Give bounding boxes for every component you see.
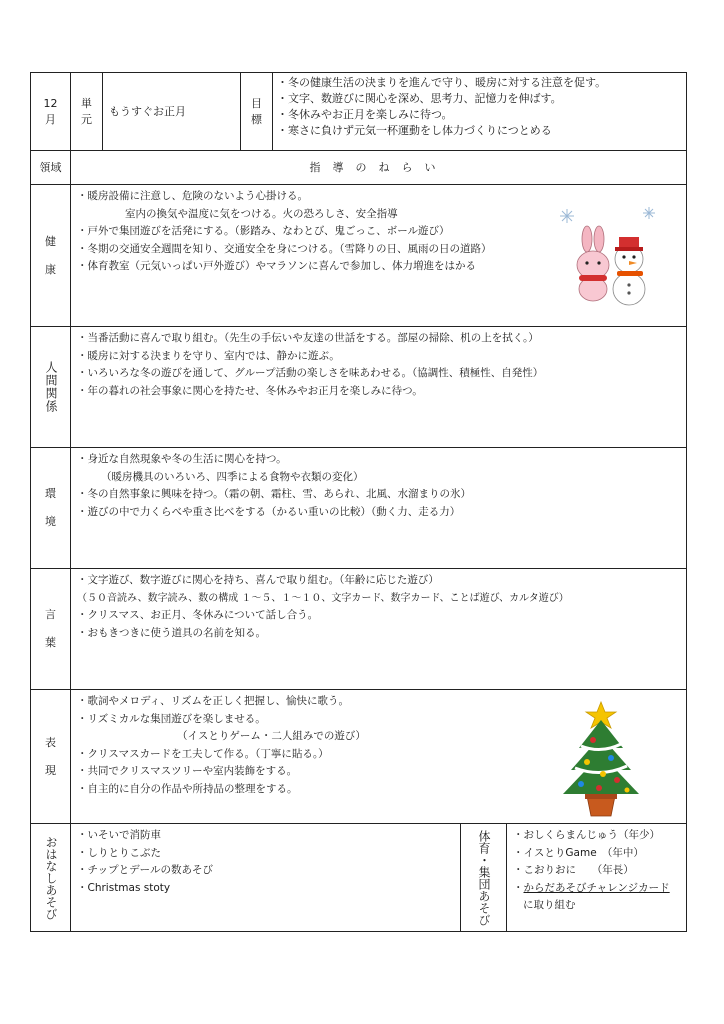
expression-content <box>71 690 687 824</box>
activities-row <box>31 824 687 932</box>
stories-line: ・Christmas stoty <box>77 881 171 894</box>
language-label-2: 葉 <box>45 636 56 649</box>
health-line: ・冬期の交通安全週間を知り、交通安全を身につける。（雪降りの日、風雨の日の道路） <box>77 242 492 255</box>
health-line: ・暖房設備に注意し、危険のないよう心掛ける。 <box>77 190 308 202</box>
relations-line: ・年の暮れの社会事象に関心を持たせ、冬休みやお正月を楽しみに待つ。 <box>77 384 423 397</box>
language-line: ・クリスマス、お正月、冬休みについて話し合う。 <box>77 609 319 621</box>
challenge-card-link[interactable]: からだあそびチャレンジカード <box>523 881 670 894</box>
goal-item: ・冬休みやお正月を楽しみに待つ。 <box>277 108 453 121</box>
language-label-1: 言 <box>45 608 56 621</box>
health-label-1: 健 <box>45 234 56 248</box>
relations-line: ・暖房に対する決まりを守り、室内では、静かに遊ぶ。 <box>77 349 340 362</box>
snowman-icon <box>613 237 645 305</box>
pe-line <box>513 880 680 898</box>
environment-row <box>31 448 687 569</box>
expression-label-2: 現 <box>45 763 56 777</box>
month-cell <box>31 73 71 151</box>
health-content <box>71 185 687 327</box>
environment-content <box>71 448 687 569</box>
language-line: （５０音読み、数字読み、数の構成 １〜５、１〜１０、文字カード、数字カード、ことば遊び、カルタ遊び） <box>77 592 569 604</box>
relations-row <box>31 327 687 448</box>
curriculum-plan-page <box>30 72 686 932</box>
goal-item: ・文字、数遊びに関心を深め、思考力、記憶力を伸ばす。 <box>277 92 562 105</box>
stories-line: ・チップとデールの数あそび <box>77 864 213 876</box>
stories-content <box>71 824 461 932</box>
health-line: ・戸外で集団遊びを活発にする。（影踏み、なわとび、鬼ごっこ、ボール遊び） <box>77 225 450 237</box>
curriculum-table <box>30 72 687 932</box>
domain-header: 領域 <box>31 151 71 185</box>
pe-line: ・こおりおに （年長） <box>513 864 634 876</box>
pe-link-prefix: ・ <box>513 881 524 894</box>
expression-line: ・歌詞やメロディ、リズムを正しく把握し、愉快に歌う。 <box>77 695 349 707</box>
rabbit-icon <box>577 226 609 301</box>
language-row <box>31 569 687 690</box>
pe-line: ・おしくらまんじゅう（年少） <box>513 829 660 841</box>
aim-header-row <box>31 151 687 185</box>
goal-label-1: 目 <box>251 96 262 110</box>
pe-label <box>461 824 507 932</box>
health-line: 室内の換気や温度に気をつける。火の恐ろしさ、安全指導 <box>125 207 398 220</box>
expression-line: （イスとりゲーム・二人組みでの遊び） <box>177 730 366 742</box>
expression-label-1: 表 <box>45 735 56 749</box>
goal-label <box>241 73 273 151</box>
health-label <box>31 185 71 327</box>
goal-item: ・冬の健康生活の決まりを進んで守り、暖房に対する注意を促す。 <box>277 76 607 89</box>
expression-line: ・自主的に自分の作品や所持品の整理をする。 <box>77 782 298 795</box>
language-content <box>71 569 687 690</box>
month-number: 12 <box>43 96 58 110</box>
environment-line: ・遊びの中で力くらべや重さ比べをする（かるい重いの比較）（動く力、走る力） <box>77 505 461 518</box>
environment-label <box>31 448 71 569</box>
environment-label-1: 環 <box>45 487 56 500</box>
aim-title: 指導のねらい <box>71 151 687 185</box>
relations-label-text: 人間関係 <box>44 361 58 413</box>
expression-label <box>31 690 71 824</box>
expression-line: ・共同でクリスマスツリーや室内装飾をする。 <box>77 765 298 777</box>
snowflake-icon <box>560 209 574 223</box>
goal-item: ・寒さに負けず元気一杯運動をし体力づくりにつとめる <box>277 124 552 137</box>
pe-content <box>507 824 687 932</box>
stories-label-text: おはなしあそび <box>44 835 58 920</box>
pe-label-text: 体育・集団あそび <box>477 829 491 926</box>
health-line: ・体育教室（元気いっぱい戸外遊び）やマラソンに喜んで参加し、体力増進をはかる <box>77 260 476 272</box>
pe-line: ・イスとりGame （年中） <box>513 846 644 859</box>
environment-line: ・身近な自然現象や冬の生活に関心を持つ。 <box>77 453 287 465</box>
expression-row <box>31 690 687 824</box>
rabbit-snowman-illustration <box>559 205 659 307</box>
unit-label-2: 元 <box>81 112 92 126</box>
relations-line: ・当番活動に喜んで取り組む。（先生の手伝いや友達の世話をする。部屋の掃除、机の上を拭く。） <box>77 332 539 344</box>
stories-label <box>31 824 71 932</box>
stories-line: ・いそいで消防車 <box>77 829 161 841</box>
tree-icon <box>563 720 639 794</box>
expression-line: ・リズミカルな集団遊びを楽しませる。 <box>77 712 266 725</box>
header-row <box>31 73 687 151</box>
environment-line: ・冬の自然事象に興味を持つ。（霜の朝、霜柱、雪、あられ、北風、水溜まりの氷） <box>77 488 471 500</box>
pe-line: に取り組む <box>523 899 576 911</box>
month-char: 月 <box>45 112 56 126</box>
language-line: ・おもきつきに使う道具の名前を知る。 <box>77 626 266 639</box>
pot-icon <box>585 794 617 816</box>
language-line: ・文字遊び、数字遊びに関心を持ち、喜んで取り組む。（年齢に応じた遊び） <box>77 574 439 586</box>
expression-line: ・クリスマスカードを工夫して作る。（丁寧に貼る。） <box>77 747 329 760</box>
environment-line: （暖房機具のいろいろ、四季による食物や衣類の変化） <box>101 470 364 483</box>
snowflake-icon <box>643 207 655 219</box>
goals-list <box>273 73 687 151</box>
relations-content <box>71 327 687 448</box>
unit-label-1: 単 <box>81 96 92 110</box>
christmas-tree-illustration <box>551 700 651 820</box>
stories-line: ・しりとりこぶた <box>77 846 161 859</box>
relations-label <box>31 327 71 448</box>
health-row <box>31 185 687 327</box>
environment-label-2: 境 <box>45 515 56 528</box>
relations-line: ・いろいろな冬の遊びを通して、グループ活動の楽しさを味あわせる。（協調性、積極性、自発性） <box>77 367 544 379</box>
goal-label-2: 標 <box>251 112 262 126</box>
health-label-2: 康 <box>45 262 56 276</box>
language-label <box>31 569 71 690</box>
unit-label <box>71 73 103 151</box>
unit-name: もうすぐお正月 <box>103 73 241 151</box>
